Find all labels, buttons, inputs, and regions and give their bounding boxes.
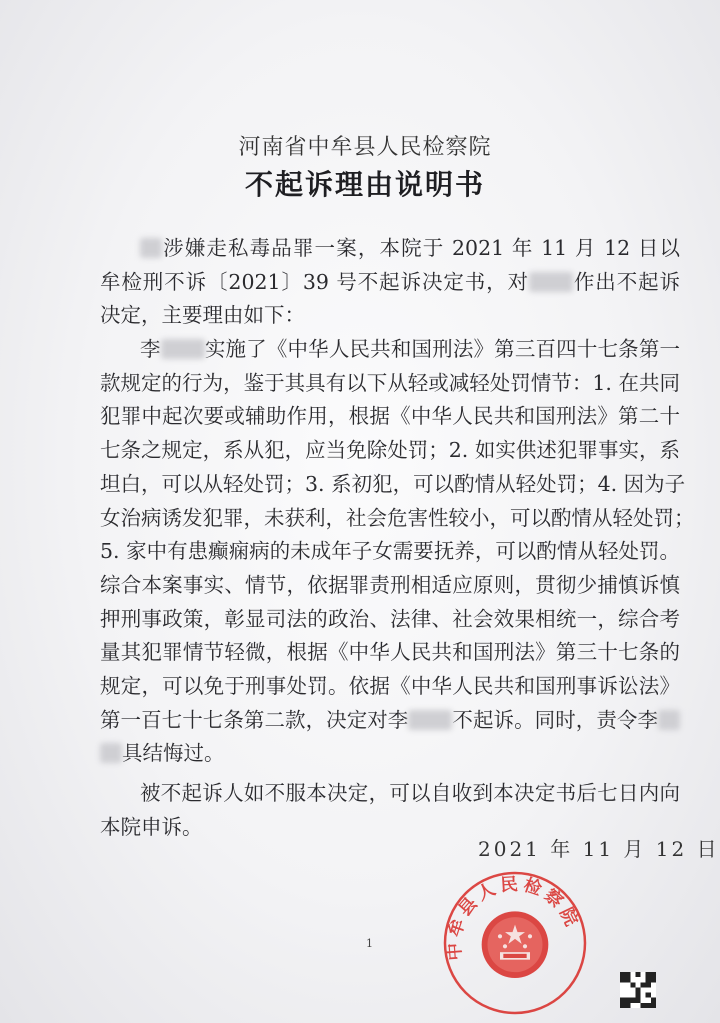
- text-line: [100, 535, 680, 569]
- text-line: [100, 777, 680, 811]
- redacted-name: [658, 710, 680, 730]
- line-text: 李: [140, 337, 161, 362]
- line-text: 款规定的行为，鉴于其具有以下从轻或减轻处罚情节：1. 在共同: [100, 370, 680, 395]
- line-text: 作出不起诉: [573, 269, 681, 294]
- text-line: [100, 468, 686, 502]
- line-text: 牟检刑不诉〔2021〕39 号不起诉决定书，对: [100, 269, 529, 294]
- text-line: [100, 636, 680, 670]
- line-text: 坦白，可以从轻处罚；3. 系初犯，可以酌情从轻处罚；4. 因为子: [100, 471, 686, 496]
- text-line: [100, 299, 680, 333]
- line-text: 具结悔过。: [122, 741, 225, 766]
- line-text: 涉嫌走私毒品罪一案，本院于 2021 年 11 月 12 日以: [162, 236, 680, 260]
- text-line: [100, 434, 680, 468]
- redacted-name: [529, 272, 573, 292]
- text-line: [100, 704, 680, 738]
- qr-code[interactable]: [620, 972, 656, 1008]
- line-text: 被不起诉人如不服本决定，可以自收到本决定书后七日内向: [140, 781, 680, 805]
- line-text: 第一百七十七条第二款，决定对李: [100, 707, 409, 732]
- line-text: 七条之规定，系从犯，应当免除处罚；2. 如实供述犯罪事实，系: [100, 438, 680, 463]
- redacted-name: [140, 238, 162, 258]
- official-seal-stamp: [440, 868, 590, 1018]
- issuing-organization: 河南省中牟县人民检察院: [238, 135, 492, 160]
- text-line: [100, 670, 680, 704]
- issue-date: 2021 年 11 月 12 日: [478, 837, 720, 861]
- text-line: [100, 603, 680, 637]
- page-number: 1: [366, 937, 373, 950]
- redacted-name: [161, 339, 205, 359]
- line-text: 量其犯罪情节轻微，根据《中华人民共和国刑法》第三十七条的: [100, 640, 680, 665]
- redacted-name: [408, 710, 452, 730]
- seal-text: 中牟县人民检察院: [444, 874, 583, 962]
- line-text: 押刑事政策，彰显司法的政治、法律、社会效果相统一，综合考: [100, 606, 680, 631]
- redacted-name: [100, 743, 122, 763]
- text-line: [100, 232, 680, 266]
- document-body: [100, 232, 695, 844]
- national-emblem-icon: [482, 911, 549, 978]
- text-line: [100, 333, 680, 367]
- text-line: [100, 737, 680, 771]
- document-title: 不起诉理由说明书: [244, 168, 485, 201]
- text-line: [100, 502, 695, 536]
- line-text: 犯罪中起次要或辅助作用，根据《中华人民共和国刑法》第二十: [100, 404, 680, 429]
- line-text: 决定，主要理由如下：: [100, 303, 305, 328]
- line-text: 本院申诉。: [100, 814, 203, 839]
- text-line: [100, 400, 680, 434]
- text-line: [100, 569, 680, 603]
- line-text: 规定，可以免于刑事处罚。依据《中华人民共和国刑事诉讼法》: [100, 673, 680, 698]
- line-text: 女治病诱发犯罪，未获利，社会危害性较小，可以酌情从轻处罚；: [100, 505, 695, 530]
- line-text: 不起诉。同时，责令李: [452, 707, 659, 732]
- line-text: 实施了《中华人民共和国刑法》第三百四十七条第一: [204, 337, 681, 362]
- text-line: [100, 367, 680, 401]
- line-text: 5. 家中有患癫痫病的未成年子女需要抚养，可以酌情从轻处罚。: [100, 539, 680, 564]
- text-line: [100, 266, 680, 300]
- line-text: 综合本案事实、情节，依据罪责刑相适应原则，贯彻少捕慎诉慎: [100, 572, 680, 597]
